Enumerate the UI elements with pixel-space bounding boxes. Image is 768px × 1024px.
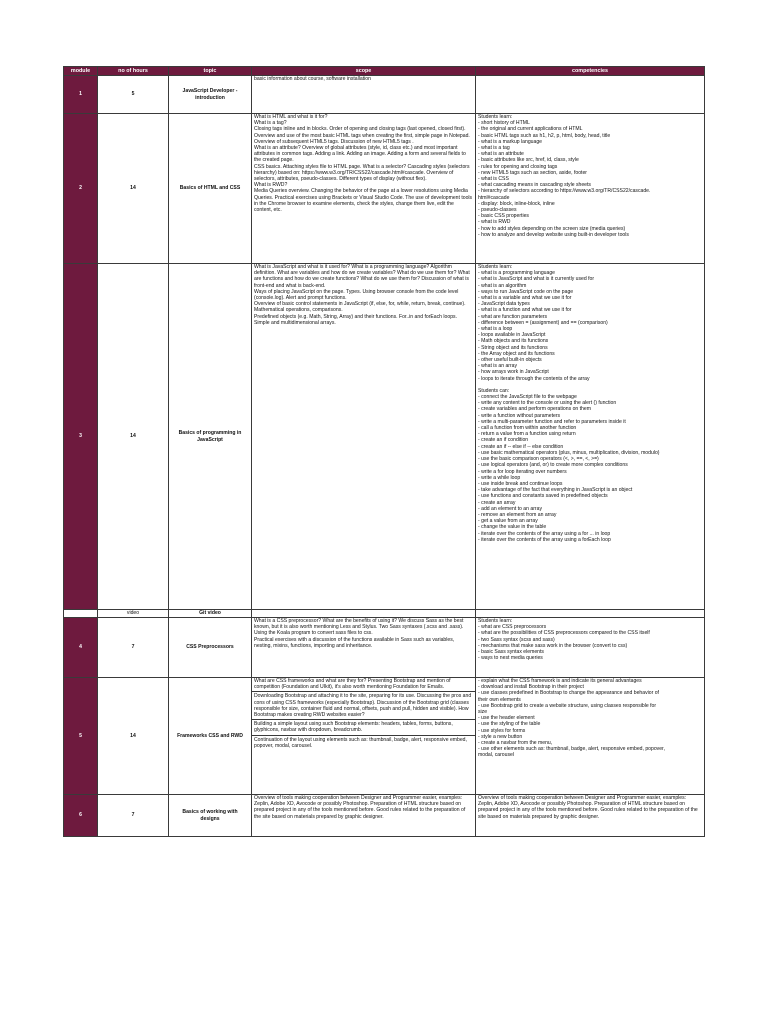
competency-line: - get a value from an array — [478, 518, 538, 525]
competency-line: - remove an element from an array — [478, 511, 557, 518]
competency-line: - ways to nest media queries — [478, 655, 543, 662]
competency-line: - mechanisms that make sass work in the browser (convert to css) — [478, 642, 628, 649]
competencies-cell — [476, 76, 705, 114]
competency-line: - take advantage of the fact that everything in JavaScript is an object — [478, 487, 633, 494]
competency-line: Students can: — [478, 387, 510, 394]
competency-line: - basic HTML tags such as h1, h2, p, html, body, head, title — [478, 132, 611, 139]
competency-line: - write a while loop — [478, 474, 521, 481]
competency-line: Students learn: — [478, 114, 513, 120]
competency-line: - short history of HTML — [478, 120, 530, 127]
competency-line: - loops available in JavaScript — [478, 332, 546, 339]
module-number: 6 — [64, 795, 98, 837]
scope-cell: basic information about course, software installation — [252, 76, 476, 114]
competency-line: - what are the possibilities of CSS preprocessors compared to the CSS itself — [478, 630, 650, 637]
competency-line: - String object and its functions — [478, 344, 548, 351]
competency-line: - call a function from within another function — [478, 425, 577, 432]
scope-cell: What is a CSS preprocessor? What are the benefits of using it? We discuss Sass as the best known, but it is also worth mentioning Less and Stylus. Two Sass syntaxes (.scss and .sass). Using the Koala program to convert sass files to css. Practical exercises with a discussion of the functions available in Sass such as variables, nesting, mixins, functions, importing and inheritance. — [252, 618, 476, 678]
competencies-cell — [476, 610, 705, 618]
competency-line: - Math objects and its functions — [478, 338, 549, 345]
competency-line: - what is a loop — [478, 326, 513, 333]
competency-line: - hierarchy of selectors according to https://www.w3.org/TR/CSS22/cascade. — [478, 188, 651, 195]
competency-line: - use the basic comparison operators (<, >, ==, <, >=) — [478, 456, 599, 463]
topic-title: Frameworks CSS and RWD — [169, 678, 252, 795]
competencies-cell — [476, 678, 705, 795]
hours-value: 5 — [98, 76, 169, 114]
competency-line: - use the header element — [478, 715, 535, 722]
topic-title: Git video — [169, 610, 252, 618]
competency-line: - what is a variable and what we use it for — [478, 295, 572, 302]
competency-line: - style a new button — [478, 733, 523, 740]
competency-line: - return a value from a function using return — [478, 431, 576, 438]
competency-line: - loops to iterate through the contents of the array — [478, 375, 590, 382]
competency-line: html#cascade — [478, 194, 510, 201]
competency-line: - use basic mathematical operators (plus, minus, multiplication, division, modulo) — [478, 449, 660, 456]
competencies-cell: Overview of tools making cooperation between Designer and Programmer easier, examples: Zeplin, Adobe XD, Avocode or possibly Photoshop. Preparation of HTML structure based on prepared project in any of the tools mentioned before. Good rules related to the preparation of the site based on materials prepared by graphic designer. — [476, 795, 705, 837]
competency-line: - how to analyze and develop website using built-in developer tools — [478, 231, 629, 238]
scope-cell: Overview of tools making cooperation between Designer and Programmer easier, examples: Zeplin, Adobe XD, Avocode or possibly Photoshop. Preparation of HTML structure based on prepared project in any of the tools mentioned before. Good rules related to the preparation of the site based on materials prepared by graphic designer. — [252, 795, 476, 837]
competency-line: - what cascading means in cascading style sheets — [478, 182, 591, 189]
header-competencies: competencies — [476, 67, 705, 76]
module-number: 2 — [64, 114, 98, 264]
competencies-cell — [476, 618, 705, 678]
header-topic: topic — [169, 67, 252, 76]
module-number: 4 — [64, 618, 98, 678]
competency-line: - what is an attribute — [478, 151, 524, 158]
competency-line: - how arrays work in JavaScript — [478, 369, 549, 376]
competency-line: their own elements — [478, 696, 521, 703]
competency-line: - what is JavaScript and what is it currently used for — [478, 276, 595, 283]
competency-line: - the original and current applications of HTML — [478, 126, 583, 133]
competency-line: - what are function parameters — [478, 313, 548, 320]
hours-value: 14 — [98, 114, 169, 264]
competency-line: - create a navbar from the menu, — [478, 740, 553, 747]
competency-line: - use the styling of the table — [478, 721, 541, 728]
competency-line: - use functions and constants saved in predefined objects — [478, 493, 608, 500]
scope-cell — [252, 610, 476, 618]
competency-line: - use Bootstrap grid to create a website structure, using classes responsible for — [478, 702, 657, 709]
competency-line: - change the value in the table — [478, 524, 547, 531]
competency-line: - basic CSS properties — [478, 213, 529, 220]
header-hours: no of hours — [98, 67, 169, 76]
competency-line: - write a multi-parameter function and refer to parameters inside it — [478, 418, 626, 425]
scope-part: Downloading Bootstrap and attaching it to the site, preparing for its use. Discussing the pros and cons of using CSS frameworks (especially Bootstrap). Discussion of the Bootstrap grid (classes responsible for size, container fluid and normal, offsets, push and pull, hidden and visible). How Bootstrap makes creating RWD websites easier? — [252, 691, 475, 718]
competency-line: - what is an algorithm — [478, 282, 527, 289]
competency-line: - what is a programming language — [478, 270, 556, 277]
table-row — [64, 264, 705, 610]
competency-line: - write a for loop iterating over numbers — [478, 468, 567, 475]
table-row — [64, 76, 705, 114]
competency-line: - what is an array — [478, 363, 518, 370]
table-row — [64, 795, 705, 837]
competency-line: - what is a function and what we use it for — [478, 307, 572, 314]
scope-cell: What is HTML and what is it for? What is a tag? Closing tags inline and in blocks. Order of opening and closing tags (last opened, closed first). Overview and use of the most basic HTML tags when creating the first, simple page in Notepad. Overview of subsequent HTML5 tags. Discussion of new HTML5 tags . What is an attribute? Overview of global attributes (style, id, class etc.) and most important attributes in common tags. Adding a link. Adding an image. Adding a form and several fields to the created page. CSS basics. Attaching styles file to HTML page. What is a selector? Cascading styles (selectors hierarchy) based on: https://www.w3.org/TR/CSS22/cascade.html#cascade. Overview of selectors, attributes, pseudo-classes. Different types of display (without flex). What is RWD? Media Queries overview. Changing the behavior of the page at a lower resolutions using Media Queries. Practical exercises using Brackets or Visual Studio Code. The use of development tools in the Chrome browser to examine elements, check the styles, change them live, edit the content, etc. — [252, 114, 476, 264]
header-module: module — [64, 67, 98, 76]
competency-line: - create an if condition — [478, 437, 529, 444]
competencies-cell — [476, 114, 705, 264]
module-number: 3 — [64, 264, 98, 610]
course-syllabus-table — [63, 66, 705, 837]
competency-line: - write any content to the console or using the alert () function — [478, 400, 617, 407]
competency-line: size — [478, 709, 488, 716]
competency-line: - what are CSS preprocessors — [478, 624, 547, 631]
scope-part: Building a simple layout using such Bootstrap elements: headers, tables, forms, buttons, glyphicons, navbar with dropdown, breadcrumb. — [252, 719, 475, 733]
competency-line: - iterate over the contents of the array using a for ... in loop — [478, 530, 611, 537]
scope-part: What are CSS frameworks and what are they for? Presenting Bootstrap and mention of competition (Foundation and UIkit), it's also worth mentioning Foundation for Emails. — [254, 678, 451, 691]
hours-value: 14 — [98, 264, 169, 610]
competency-line: - use classes predefined in Bootstrap to change the appearance and behavior of — [478, 690, 659, 697]
hours-value: 7 — [98, 618, 169, 678]
table-row — [64, 678, 705, 795]
scope-part: Continuation of the layout using elements such as: thumbnail, badge, alert, responsive embed, popover, modal, carousel. — [252, 735, 475, 749]
competency-line: - how to add styles depending on the screen size (media queries) — [478, 225, 626, 232]
topic-title: Basics of programming in JavaScript — [169, 264, 252, 610]
competency-line: Students learn: — [478, 618, 513, 624]
competency-line: - use logical operators (and, or) to create more complex conditions — [478, 462, 628, 469]
topic-title: CSS Preprocessors — [169, 618, 252, 678]
table-row — [64, 114, 705, 264]
scope-cell: What is JavaScript and what is it used for? What is a programming language? Algorithm definition. What are variables and how do we create variables? What do we use them for? What are functions and how do we create functions? What do we use them for? Discussion of what is front-end and what is back-end. Ways of placing JavaScript on the page. Types. Using browser console from the code level (console.log). Alert and prompt functions. Overview of basic control statements in JavaScript (if, else, for, while, return, break, continue). Mathematical operations, comparisons. Predefined objects (e.g. Math, String, Array) and their functions. For..in and forEach loops. Simple and multidimensional arrays. — [252, 264, 476, 610]
hours-value: video — [98, 610, 169, 618]
competency-line: - other useful built-in objects — [478, 357, 542, 364]
competency-line: - rules for opening and closing tags — [478, 163, 558, 170]
competency-line: - the Array object and its functions — [478, 350, 555, 357]
module-number: 1 — [64, 76, 98, 114]
competency-line: - basic attributes like src, href, id, class, style — [478, 157, 579, 164]
topic-title: Basics of working with designs — [169, 795, 252, 837]
competency-line: - create variables and perform operations on them — [478, 406, 591, 413]
competency-line: - explain what the CSS framework is and indicate its general advantages — [478, 678, 642, 684]
competency-line: - connect the JavaScript file to the webpage — [478, 394, 577, 401]
header-scope: scope — [252, 67, 476, 76]
competency-line: - what is CSS — [478, 176, 509, 183]
competency-line: - create an array — [478, 499, 516, 506]
competency-line: - difference between = (assignment) and == (comparison) — [478, 319, 608, 326]
topic-title: Basics of HTML and CSS — [169, 114, 252, 264]
competency-line: - iterate over the contents of the array using a forEach loop — [478, 536, 611, 543]
competency-line: - use styles for forms — [478, 727, 526, 734]
table-row — [64, 610, 705, 618]
competency-line: modal, carousel — [478, 752, 514, 759]
competency-line: - JavaScript data types — [478, 301, 530, 308]
topic-title: JavaScript Developer - introduction — [169, 76, 252, 114]
competency-line: - what is a tag — [478, 145, 510, 152]
competency-line: - write a function without parameters — [478, 412, 561, 419]
competency-line: - what is a markup language — [478, 138, 542, 145]
header-row — [64, 67, 705, 76]
module-number — [64, 610, 98, 618]
competency-line: - download and install Bootstrap in their project — [478, 684, 584, 691]
module-number: 5 — [64, 678, 98, 795]
hours-value: 7 — [98, 795, 169, 837]
competency-line: - display: block, inline-block, inline — [478, 200, 555, 207]
competency-line: - pseudo-classes — [478, 207, 517, 214]
competency-line: - basic Sass syntax elements — [478, 649, 544, 656]
competency-line: - use inside break and continue loops — [478, 480, 563, 487]
competency-line: - use other elements such as: thumbnail, badge, alert, responsive embed, popover, — [478, 746, 665, 753]
competency-line: - ways to run JavaScript code on the page — [478, 288, 574, 295]
competencies-cell — [476, 264, 705, 610]
hours-value: 14 — [98, 678, 169, 795]
competency-line: - add an element to an array — [478, 505, 542, 512]
competency-line: - create an if -- else if -- else condition — [478, 443, 564, 450]
scope-cell — [252, 678, 476, 795]
competency-line: - two Sass syntax (scss and sass) — [478, 636, 555, 643]
competency-line: Students learn: — [478, 264, 513, 270]
competency-line: - what is RWD — [478, 219, 511, 226]
table-row — [64, 618, 705, 678]
competency-line: - new HTML5 tags such as section, aside, footer — [478, 169, 588, 176]
